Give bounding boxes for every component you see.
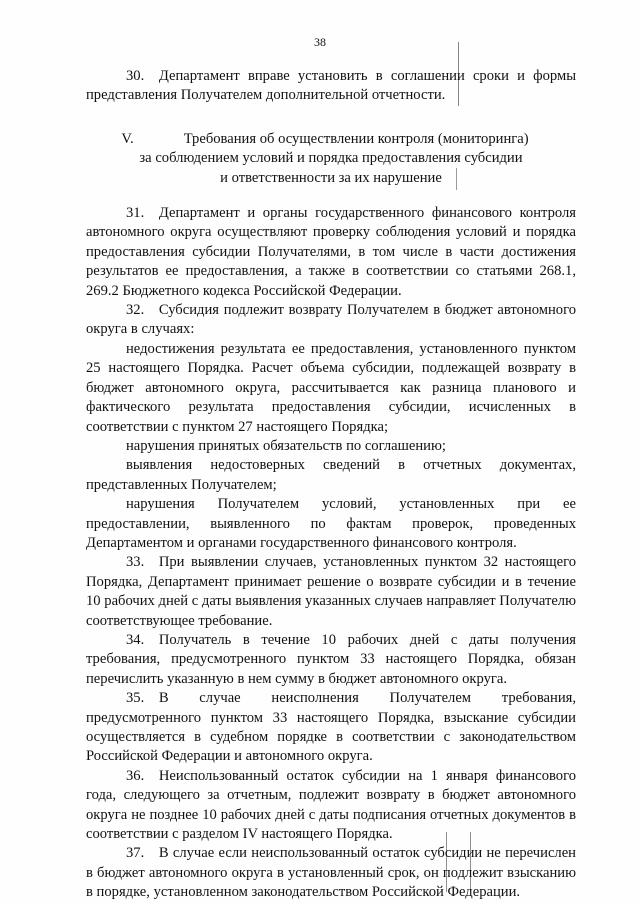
paragraph-35: 35. В случае неисполнения Получателем требования, предусмотренного пунктом 33 настоящего Порядка, взыскание субсидии осуществляется в судебном порядке в соответствии с законодательством Российской Федерации и автономного округа.	[86, 690, 576, 765]
paragraph-30: 30. Департамент вправе установить в соглашении сроки и формы представления Получателем дополнительной отчетности.	[86, 68, 576, 104]
case-item-2: нарушения принятых обязательств по соглашению;	[126, 437, 446, 454]
case-item-1: недостижения результата ее предоставления, установленного пунктом 25 настоящего Порядка. Расчет объема субсидии, подлежащей возврату в бюджет автономного округа, рассчитывается как разница планового и фактического результата предоставления субсидии, исчисленных в соответствии с пунктом 27 настоящего Порядка;	[86, 340, 576, 435]
paragraph-36: 36. Неиспользованный остаток субсидии на 1 января финансового года, следующего за отчетным, подлежит возврату в бюджет автономного округа не позднее 10 рабочих дней с даты подписания отчетных документов в соответствии с разделом IV настоящего Порядка.	[86, 767, 576, 843]
section-heading	[86, 130, 576, 188]
section-title-line-3: и ответственности за их нарушение	[220, 169, 442, 186]
page-number: 38	[314, 35, 326, 49]
section-title-line-2: за соблюдением условий и порядка предоставления субсидии	[139, 150, 523, 167]
case-item-3: выявления недостоверных сведений в отчетных документах, представленных Получателем;	[86, 457, 576, 493]
section-heading-line-1	[86, 130, 576, 149]
paragraph-31: 31. Департамент и органы государственного финансового контроля автономного округа осуществляют проверку соблюдения условий и порядка предоставления субсидии Получателями, в том числе в части достижения результатов ее предоставления, а также в соответствии со статьями 268.1, 269.2 Бюджетного кодекса Российской Федерации.	[86, 205, 576, 299]
document-body	[86, 67, 576, 903]
case-item-4: нарушения Получателем условий, установленных при ее предоставлении, выявленного по фактам проверок, проведенных Департаментом и органами государственного финансового контроля.	[86, 496, 576, 551]
section-title-line-1: Требования об осуществлении контроля (мониторинга)	[183, 130, 529, 147]
paragraph-37: 37. В случае если неиспользованный остаток субсидии не перечислен в бюджет автономного округа в установленный срок, он подлежит взысканию в порядке, установленном законодательством Российской Федерации.	[86, 845, 576, 901]
paragraph-34: 34. Получатель в течение 10 рабочих дней с даты получения требования, предусмотренного пунктом 33 настоящего Порядка, обязан перечислить указанную в нем сумму в бюджет автономного округа.	[86, 631, 576, 687]
paragraph-33: 33. При выявлении случаев, установленных пунктом 32 настоящего Порядка, Департамент принимает решение о возврате субсидии и в течение 10 рабочих дней с даты выявления указанных случаев направляет Получателю соответствующее требование.	[86, 554, 576, 629]
section-numeral: V.	[121, 130, 134, 147]
paragraph-32: 32. Субсидия подлежит возврату Получателем в бюджет автономного округа в случаях:	[86, 302, 576, 338]
